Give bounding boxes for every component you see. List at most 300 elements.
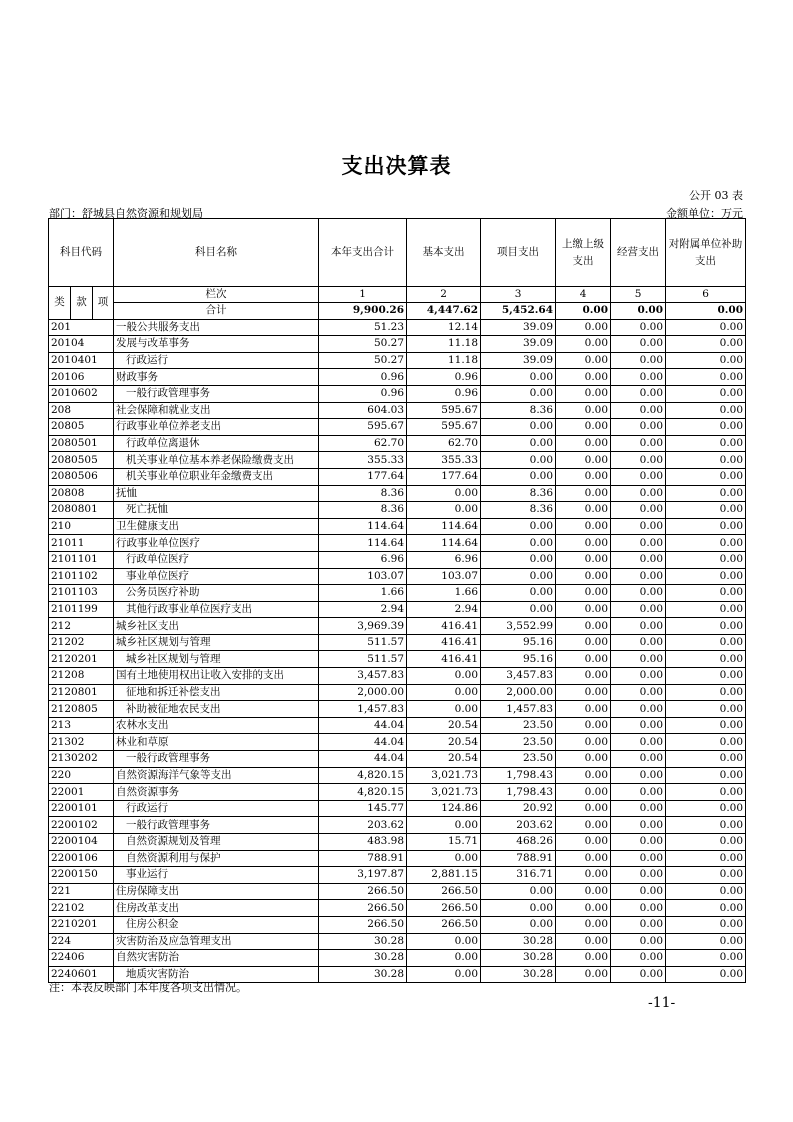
- row-upper: 0.00: [556, 551, 611, 568]
- row-name: 财政事务: [114, 369, 319, 386]
- row-project: 23.50: [481, 734, 556, 751]
- row-upper: 0.00: [556, 867, 611, 884]
- row-code: 21208: [49, 668, 114, 685]
- row-basic: 0.00: [407, 701, 481, 718]
- row-upper: 0.00: [556, 369, 611, 386]
- row-project: 8.36: [481, 502, 556, 519]
- row-upper: 0.00: [556, 734, 611, 751]
- row-basic: 11.18: [407, 352, 481, 369]
- row-subsidiary: 0.00: [666, 352, 746, 369]
- row-name: 自然资源海洋气象等支出: [114, 767, 319, 784]
- row-name: 发展与改革事务: [114, 336, 319, 353]
- row-name: 住房公积金: [114, 916, 319, 933]
- row-upper: 0.00: [556, 850, 611, 867]
- table-row: [49, 634, 746, 651]
- row-business: 0.00: [611, 419, 666, 436]
- row-upper: 0.00: [556, 435, 611, 452]
- row-code: 2200101: [49, 800, 114, 817]
- row-total: 266.50: [319, 916, 407, 933]
- row-basic: 1.66: [407, 585, 481, 602]
- row-project: 0.00: [481, 468, 556, 485]
- table-row: [49, 717, 746, 734]
- row-basic: 2,881.15: [407, 867, 481, 884]
- table-row: [49, 419, 746, 436]
- row-upper: 0.00: [556, 319, 611, 336]
- row-code: 21011: [49, 535, 114, 552]
- row-total: 30.28: [319, 966, 407, 983]
- row-business: 0.00: [611, 352, 666, 369]
- table-row: [49, 734, 746, 751]
- row-name: 事业运行: [114, 867, 319, 884]
- row-project: 0.00: [481, 385, 556, 402]
- row-name: 自然资源利用与保护: [114, 850, 319, 867]
- department-label: 部门：舒城县自然资源和规划局: [49, 207, 203, 220]
- row-basic: 3,021.73: [407, 784, 481, 801]
- row-business: 0.00: [611, 933, 666, 950]
- row-subsidiary: 0.00: [666, 585, 746, 602]
- row-basic: 11.18: [407, 336, 481, 353]
- row-subsidiary: 0.00: [666, 601, 746, 618]
- row-basic: 595.67: [407, 402, 481, 419]
- table-row: [49, 651, 746, 668]
- row-total: 3,197.87: [319, 867, 407, 884]
- row-subsidiary: 0.00: [666, 784, 746, 801]
- row-project: 0.00: [481, 551, 556, 568]
- header-kuan: 款: [71, 287, 93, 320]
- row-business: 0.00: [611, 883, 666, 900]
- row-upper: 0.00: [556, 502, 611, 519]
- row-subsidiary: 0.00: [666, 817, 746, 834]
- row-code: 2200102: [49, 817, 114, 834]
- row-basic: 595.67: [407, 419, 481, 436]
- table-row: [49, 369, 746, 386]
- table-row: [49, 385, 746, 402]
- row-name: 城乡社区规划与管理: [114, 651, 319, 668]
- row-total: 2.94: [319, 601, 407, 618]
- row-basic: 0.00: [407, 668, 481, 685]
- row-name: 行政单位离退休: [114, 435, 319, 452]
- row-code: 20808: [49, 485, 114, 502]
- row-code: 224: [49, 933, 114, 950]
- row-subsidiary: 0.00: [666, 634, 746, 651]
- row-subsidiary: 0.00: [666, 701, 746, 718]
- table-row: [49, 867, 746, 884]
- row-code: 2120201: [49, 651, 114, 668]
- row-basic: 266.50: [407, 900, 481, 917]
- row-name: 地质灾害防治: [114, 966, 319, 983]
- row-upper: 0.00: [556, 535, 611, 552]
- total-upper: 0.00: [556, 303, 611, 320]
- row-total: 30.28: [319, 950, 407, 967]
- row-project: 203.62: [481, 817, 556, 834]
- row-total: 4,820.15: [319, 767, 407, 784]
- col-number-4: 4: [556, 287, 611, 303]
- row-code: 2080505: [49, 452, 114, 469]
- row-business: 0.00: [611, 485, 666, 502]
- row-total: 266.50: [319, 883, 407, 900]
- table-row: [49, 568, 746, 585]
- row-project: 1,798.43: [481, 767, 556, 784]
- row-upper: 0.00: [556, 402, 611, 419]
- row-project: 0.00: [481, 585, 556, 602]
- row-business: 0.00: [611, 800, 666, 817]
- row-upper: 0.00: [556, 336, 611, 353]
- row-upper: 0.00: [556, 485, 611, 502]
- row-code: 2101199: [49, 601, 114, 618]
- row-basic: 266.50: [407, 883, 481, 900]
- row-subsidiary: 0.00: [666, 717, 746, 734]
- header-upper: 上缴上级支出: [556, 219, 611, 287]
- row-business: 0.00: [611, 435, 666, 452]
- table-row: [49, 950, 746, 967]
- row-upper: 0.00: [556, 518, 611, 535]
- row-business: 0.00: [611, 817, 666, 834]
- row-total: 177.64: [319, 468, 407, 485]
- row-total: 4,820.15: [319, 784, 407, 801]
- row-upper: 0.00: [556, 916, 611, 933]
- row-code: 2080801: [49, 502, 114, 519]
- row-project: 0.00: [481, 568, 556, 585]
- row-code: 2080501: [49, 435, 114, 452]
- row-business: 0.00: [611, 336, 666, 353]
- row-subsidiary: 0.00: [666, 950, 746, 967]
- row-total: 1.66: [319, 585, 407, 602]
- row-total: 511.57: [319, 651, 407, 668]
- row-basic: 266.50: [407, 916, 481, 933]
- header-lei: 类: [49, 287, 71, 320]
- row-basic: 12.14: [407, 319, 481, 336]
- row-total: 3,969.39: [319, 618, 407, 635]
- row-total: 595.67: [319, 419, 407, 436]
- row-upper: 0.00: [556, 385, 611, 402]
- row-code: 20106: [49, 369, 114, 386]
- row-business: 0.00: [611, 585, 666, 602]
- row-business: 0.00: [611, 634, 666, 651]
- row-total: 62.70: [319, 435, 407, 452]
- row-code: 2101103: [49, 585, 114, 602]
- row-project: 0.00: [481, 452, 556, 469]
- row-name: 自然资源规划及管理: [114, 834, 319, 851]
- row-subsidiary: 0.00: [666, 883, 746, 900]
- page-number: -11-: [648, 995, 676, 1011]
- table-row: [49, 485, 746, 502]
- row-total: 0.96: [319, 369, 407, 386]
- form-number: 公开 03 表: [689, 189, 743, 202]
- row-total: 51.23: [319, 319, 407, 336]
- row-upper: 0.00: [556, 684, 611, 701]
- row-upper: 0.00: [556, 751, 611, 768]
- header-project: 项目支出: [481, 219, 556, 287]
- col-number-5: 5: [611, 287, 666, 303]
- row-code: 20104: [49, 336, 114, 353]
- row-basic: 416.41: [407, 651, 481, 668]
- row-code: 220: [49, 767, 114, 784]
- row-name: 一般公共服务支出: [114, 319, 319, 336]
- row-subsidiary: 0.00: [666, 751, 746, 768]
- row-code: 2200104: [49, 834, 114, 851]
- row-name: 农林水支出: [114, 717, 319, 734]
- row-subsidiary: 0.00: [666, 369, 746, 386]
- footnote: 注：本表反映部门本年度各项支出情况。: [49, 981, 247, 994]
- row-total: 788.91: [319, 850, 407, 867]
- row-project: 3,457.83: [481, 668, 556, 685]
- row-basic: 114.64: [407, 518, 481, 535]
- table-row: [49, 535, 746, 552]
- row-total: 8.36: [319, 485, 407, 502]
- column-number-row: [49, 287, 746, 303]
- row-subsidiary: 0.00: [666, 867, 746, 884]
- row-business: 0.00: [611, 369, 666, 386]
- row-project: 8.36: [481, 485, 556, 502]
- row-project: 23.50: [481, 751, 556, 768]
- row-upper: 0.00: [556, 900, 611, 917]
- row-code: 213: [49, 717, 114, 734]
- table-row: [49, 684, 746, 701]
- row-upper: 0.00: [556, 618, 611, 635]
- row-upper: 0.00: [556, 933, 611, 950]
- row-project: 95.16: [481, 634, 556, 651]
- header-total: 本年支出合计: [319, 219, 407, 287]
- row-subsidiary: 0.00: [666, 966, 746, 983]
- row-basic: 0.00: [407, 950, 481, 967]
- table-row: [49, 817, 746, 834]
- row-project: 1,457.83: [481, 701, 556, 718]
- row-basic: 124.86: [407, 800, 481, 817]
- row-subsidiary: 0.00: [666, 402, 746, 419]
- row-business: 0.00: [611, 518, 666, 535]
- row-project: 0.00: [481, 916, 556, 933]
- row-name: 卫生健康支出: [114, 518, 319, 535]
- row-business: 0.00: [611, 850, 666, 867]
- row-basic: 20.54: [407, 717, 481, 734]
- table-row: [49, 518, 746, 535]
- row-project: 316.71: [481, 867, 556, 884]
- row-upper: 0.00: [556, 701, 611, 718]
- row-basic: 114.64: [407, 535, 481, 552]
- row-upper: 0.00: [556, 817, 611, 834]
- row-code: 201: [49, 319, 114, 336]
- table-row: [49, 336, 746, 353]
- row-business: 0.00: [611, 751, 666, 768]
- row-subsidiary: 0.00: [666, 518, 746, 535]
- row-upper: 0.00: [556, 966, 611, 983]
- total-label: 合计: [114, 303, 319, 320]
- row-basic: 177.64: [407, 468, 481, 485]
- header-code: 科目代码: [49, 219, 114, 287]
- row-upper: 0.00: [556, 717, 611, 734]
- row-name: 国有土地使用权出让收入安排的支出: [114, 668, 319, 685]
- row-project: 468.26: [481, 834, 556, 851]
- row-total: 50.27: [319, 336, 407, 353]
- row-total: 50.27: [319, 352, 407, 369]
- row-project: 0.00: [481, 535, 556, 552]
- table-row: [49, 834, 746, 851]
- row-total: 355.33: [319, 452, 407, 469]
- row-code: 22406: [49, 950, 114, 967]
- row-project: 1,798.43: [481, 784, 556, 801]
- row-project: 0.00: [481, 419, 556, 436]
- row-project: 30.28: [481, 966, 556, 983]
- row-project: 0.00: [481, 900, 556, 917]
- row-upper: 0.00: [556, 601, 611, 618]
- row-upper: 0.00: [556, 452, 611, 469]
- row-code: 2101101: [49, 551, 114, 568]
- row-code: 2130202: [49, 751, 114, 768]
- row-name: 公务员医疗补助: [114, 585, 319, 602]
- row-code: 210: [49, 518, 114, 535]
- row-business: 0.00: [611, 668, 666, 685]
- row-subsidiary: 0.00: [666, 668, 746, 685]
- row-basic: 0.00: [407, 485, 481, 502]
- row-business: 0.00: [611, 701, 666, 718]
- row-business: 0.00: [611, 684, 666, 701]
- row-basic: 2.94: [407, 601, 481, 618]
- row-business: 0.00: [611, 601, 666, 618]
- row-name: 住房改革支出: [114, 900, 319, 917]
- row-name: 行政事业单位医疗: [114, 535, 319, 552]
- row-business: 0.00: [611, 734, 666, 751]
- row-total: 44.04: [319, 717, 407, 734]
- table-row: [49, 784, 746, 801]
- row-subsidiary: 0.00: [666, 336, 746, 353]
- header-xiang: 项: [93, 287, 114, 320]
- table-row: [49, 751, 746, 768]
- row-total: 44.04: [319, 751, 407, 768]
- row-name: 城乡社区支出: [114, 618, 319, 635]
- row-total: 6.96: [319, 551, 407, 568]
- row-name: 抚恤: [114, 485, 319, 502]
- row-total: 145.77: [319, 800, 407, 817]
- table-row: [49, 883, 746, 900]
- table-row: [49, 468, 746, 485]
- row-business: 0.00: [611, 568, 666, 585]
- row-business: 0.00: [611, 916, 666, 933]
- row-subsidiary: 0.00: [666, 834, 746, 851]
- expenditure-table: [48, 218, 746, 983]
- row-basic: 0.96: [407, 369, 481, 386]
- row-code: 2240601: [49, 966, 114, 983]
- row-subsidiary: 0.00: [666, 502, 746, 519]
- row-name: 机关事业单位基本养老保险缴费支出: [114, 452, 319, 469]
- row-name: 一般行政管理事务: [114, 385, 319, 402]
- row-subsidiary: 0.00: [666, 916, 746, 933]
- col-number-1: 1: [319, 287, 407, 303]
- row-business: 0.00: [611, 867, 666, 884]
- row-basic: 20.54: [407, 734, 481, 751]
- row-subsidiary: 0.00: [666, 385, 746, 402]
- row-code: 2101102: [49, 568, 114, 585]
- row-name: 灾害防治及应急管理支出: [114, 933, 319, 950]
- row-business: 0.00: [611, 551, 666, 568]
- row-basic: 0.00: [407, 966, 481, 983]
- row-subsidiary: 0.00: [666, 618, 746, 635]
- col-number-6: 6: [666, 287, 746, 303]
- table-row: [49, 800, 746, 817]
- row-business: 0.00: [611, 767, 666, 784]
- row-business: 0.00: [611, 717, 666, 734]
- table-row: [49, 601, 746, 618]
- row-name: 自然灾害防治: [114, 950, 319, 967]
- row-basic: 416.41: [407, 634, 481, 651]
- row-project: 0.00: [481, 518, 556, 535]
- header-lanci: 栏次: [114, 287, 319, 303]
- row-name: 征地和拆迁补偿支出: [114, 684, 319, 701]
- row-business: 0.00: [611, 966, 666, 983]
- row-subsidiary: 0.00: [666, 767, 746, 784]
- table-row: [49, 900, 746, 917]
- row-upper: 0.00: [556, 883, 611, 900]
- row-total: 103.07: [319, 568, 407, 585]
- header-subsidiary: 对附属单位补助支出: [666, 219, 746, 287]
- row-code: 2120805: [49, 701, 114, 718]
- total-subsidiary: 0.00: [666, 303, 746, 320]
- row-upper: 0.00: [556, 585, 611, 602]
- row-code: 2010602: [49, 385, 114, 402]
- page-title: 支出决算表: [341, 153, 452, 178]
- row-basic: 62.70: [407, 435, 481, 452]
- row-upper: 0.00: [556, 568, 611, 585]
- row-code: 22102: [49, 900, 114, 917]
- table-row: [49, 701, 746, 718]
- row-basic: 0.96: [407, 385, 481, 402]
- row-business: 0.00: [611, 651, 666, 668]
- row-basic: 0.00: [407, 817, 481, 834]
- row-project: 20.92: [481, 800, 556, 817]
- header-business: 经营支出: [611, 219, 666, 287]
- row-business: 0.00: [611, 535, 666, 552]
- row-name: 住房保障支出: [114, 883, 319, 900]
- total-total: 9,900.26: [319, 303, 407, 320]
- row-basic: 6.96: [407, 551, 481, 568]
- row-code: 221: [49, 883, 114, 900]
- row-subsidiary: 0.00: [666, 800, 746, 817]
- row-business: 0.00: [611, 385, 666, 402]
- row-business: 0.00: [611, 452, 666, 469]
- row-subsidiary: 0.00: [666, 319, 746, 336]
- row-name: 行政运行: [114, 352, 319, 369]
- row-code: 212: [49, 618, 114, 635]
- row-total: 114.64: [319, 518, 407, 535]
- row-code: 2010401: [49, 352, 114, 369]
- table-row: [49, 435, 746, 452]
- table-row: [49, 585, 746, 602]
- row-code: 208: [49, 402, 114, 419]
- row-name: 事业单位医疗: [114, 568, 319, 585]
- row-basic: 15.71: [407, 834, 481, 851]
- row-project: 30.28: [481, 950, 556, 967]
- total-project: 5,452.64: [481, 303, 556, 320]
- row-basic: 0.00: [407, 684, 481, 701]
- row-total: 2,000.00: [319, 684, 407, 701]
- row-upper: 0.00: [556, 634, 611, 651]
- total-basic: 4,447.62: [407, 303, 481, 320]
- table-row: [49, 618, 746, 635]
- row-subsidiary: 0.00: [666, 734, 746, 751]
- row-code: 2080506: [49, 468, 114, 485]
- row-total: 8.36: [319, 502, 407, 519]
- row-total: 511.57: [319, 634, 407, 651]
- row-project: 2,000.00: [481, 684, 556, 701]
- row-upper: 0.00: [556, 651, 611, 668]
- row-project: 0.00: [481, 435, 556, 452]
- row-business: 0.00: [611, 402, 666, 419]
- row-project: 788.91: [481, 850, 556, 867]
- row-code: 20805: [49, 419, 114, 436]
- row-basic: 3,021.73: [407, 767, 481, 784]
- row-subsidiary: 0.00: [666, 485, 746, 502]
- row-subsidiary: 0.00: [666, 419, 746, 436]
- row-basic: 0.00: [407, 502, 481, 519]
